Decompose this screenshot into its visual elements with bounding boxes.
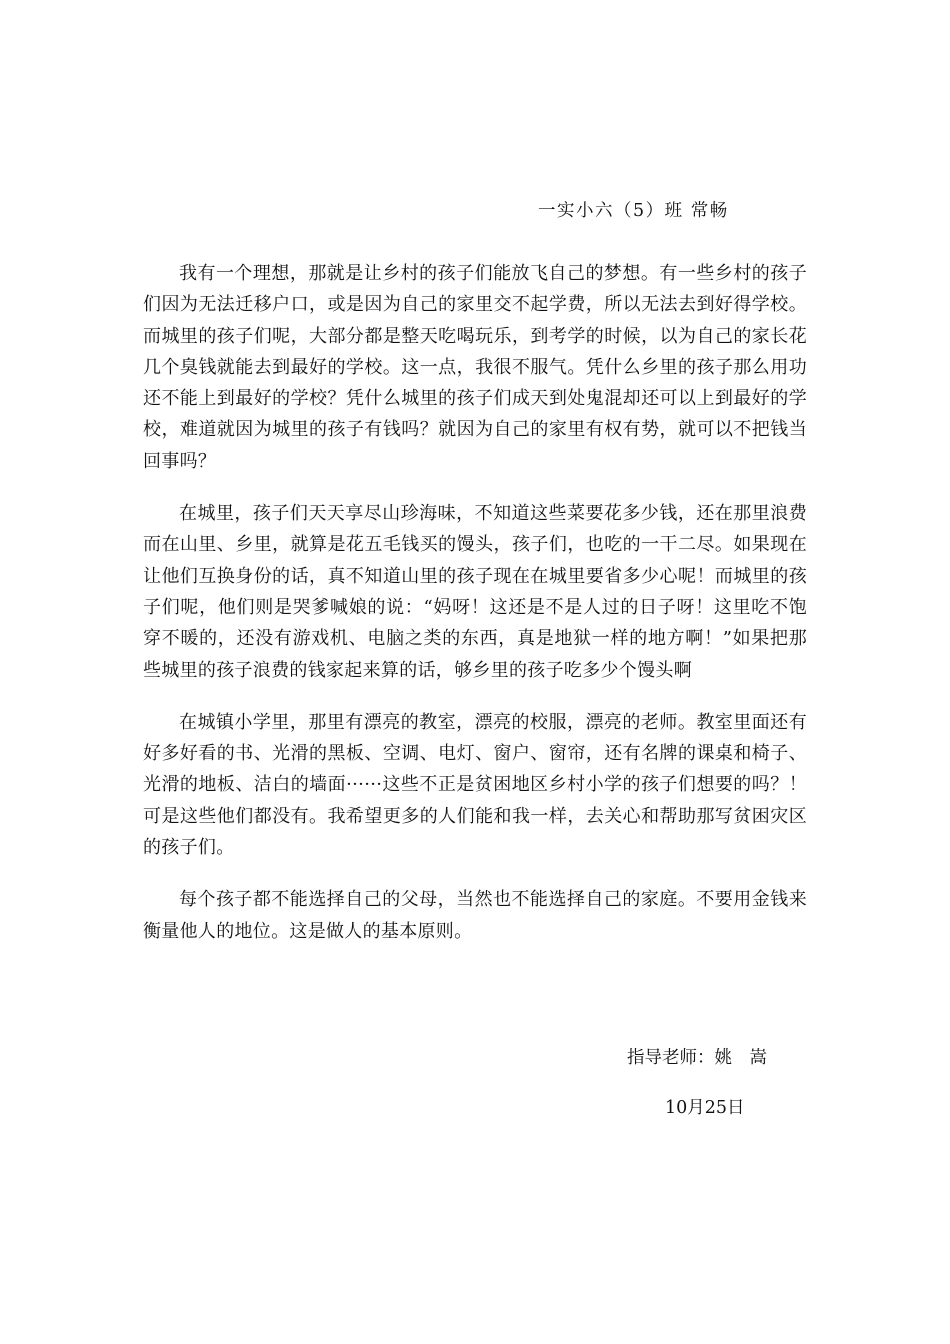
date-line: 10月25日 — [665, 1098, 745, 1118]
paragraph-4: 每个孩子都不能选择自己的父母，当然也不能选择自己的家庭。不要用金钱来衡量他人的地位。这是做人的基本原则。 — [143, 889, 807, 942]
essay-body — [143, 258, 807, 968]
paragraph-3: 在城镇小学里，那里有漂亮的教室，漂亮的校服，漂亮的老师。教室里面还有好多好看的书、光滑的黑板、空调、电灯、窗户、窗帘，还有名牌的课桌和椅子、光滑的地板、洁白的墙面······这些不正是贫困地区乡村小学的孩子们想要的吗？！可是这些他们都没有。我希望更多的人们能和我一样，去关心和帮助那写贫困灾区的孩子们。 — [143, 711, 807, 859]
author-line: 一实小六（5）班 常畅 — [538, 201, 729, 221]
teacher-signature: 指导老师：姚 嵩 — [627, 1048, 767, 1068]
paragraph-1: 我有一个理想，那就是让乡村的孩子们能放飞自己的梦想。有一些乡村的孩子们因为无法迁移户口，或是因为自己的家里交不起学费，所以无法去到好得学校。而城里的孩子们呢，大部分都是整天吃喝玩乐，到考学的时候，以为自己的家长花几个臭钱就能去到最好的学校。这一点，我很不服气。凭什么乡里的孩子那么用功还不能上到最好的学校？凭什么城里的孩子们成天到处鬼混却还可以上到最好的学校，难道就因为城里的孩子有钱吗？就因为自己的家里有权有势，就可以不把钱当回事吗？ — [143, 263, 807, 472]
paragraph-2: 在城里，孩子们天天享尽山珍海味，不知道这些菜要花多少钱，还在那里浪费而在山里、乡里，就算是花五毛钱买的馒头，孩子们，也吃的一干二尽。如果现在让他们互换身份的话，真不知道山里的孩子现在在城里要省多少心呢！而城里的孩子们呢，他们则是哭爹喊娘的说：“妈呀！这还是不是人过的日子呀！这里吃不饱穿不暖的，还没有游戏机、电脑之类的东西，真是地狱一样的地方啊！”如果把那些城里的孩子浪费的钱家起来算的话，够乡里的孩子吃多少个馒头啊 — [143, 503, 807, 681]
